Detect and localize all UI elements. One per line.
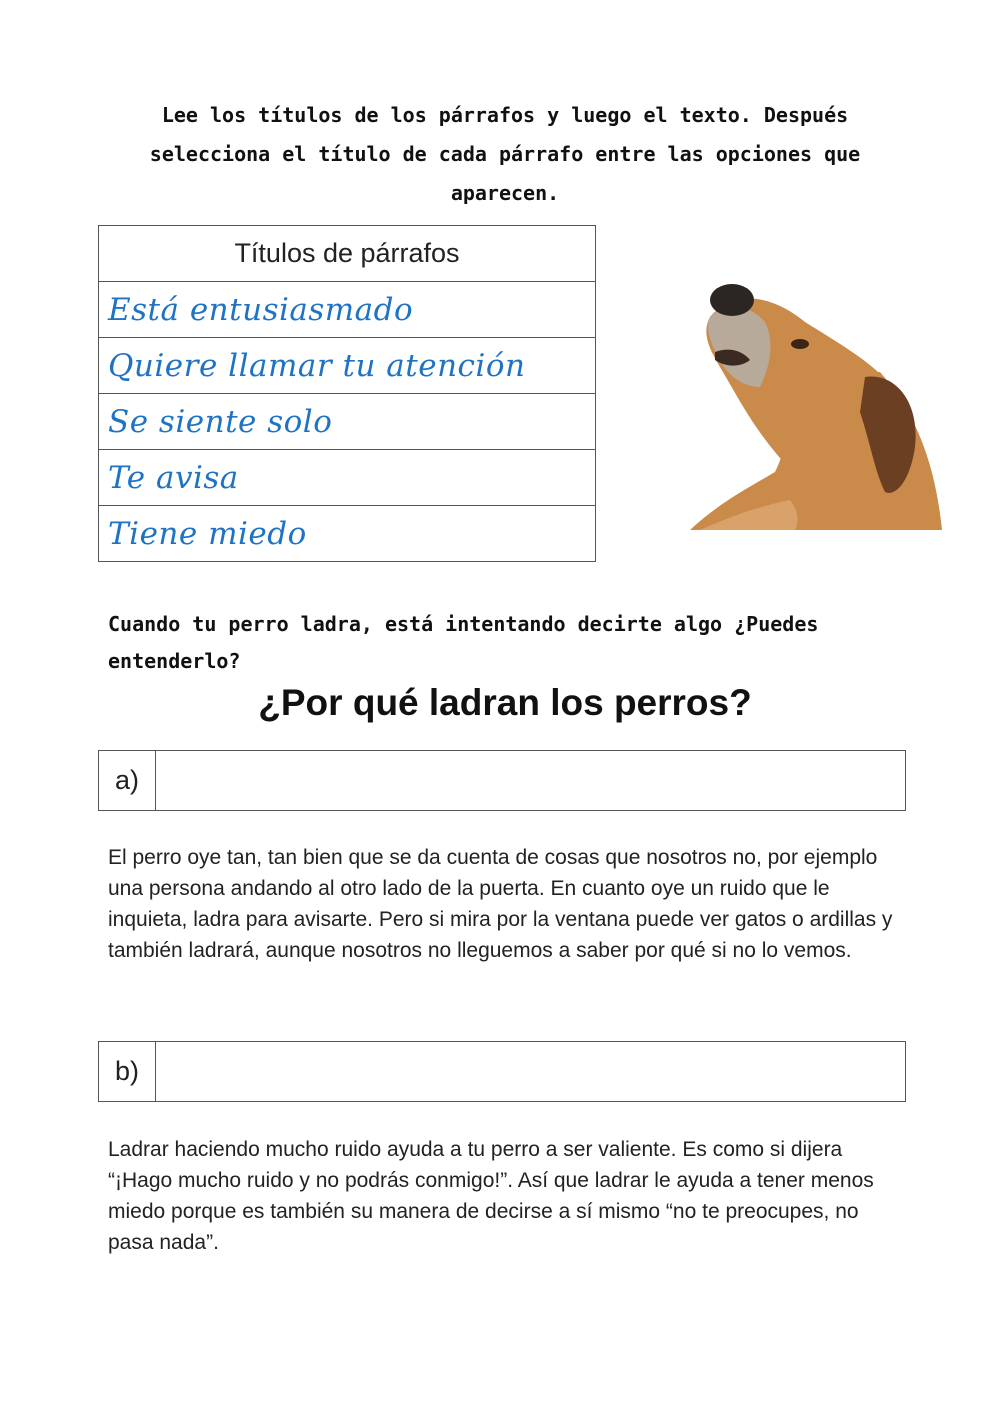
- instructions: Lee los títulos de los párrafos y luego el texto. Después selecciona el título de cada párrafo entre las opciones que aparecen.: [149, 103, 861, 205]
- howling-dog-image: [680, 272, 942, 534]
- page-title: ¿Por qué ladran los perros?: [258, 682, 752, 723]
- answer-label: a): [99, 751, 156, 810]
- title-option[interactable]: Quiere llamar tu atención: [99, 338, 596, 394]
- answer-box-b[interactable]: [98, 1041, 906, 1102]
- title-option[interactable]: Te avisa: [99, 450, 596, 506]
- titles-table-header: Títulos de párrafos: [99, 226, 596, 282]
- answer-box-a[interactable]: [98, 750, 906, 811]
- title-option[interactable]: Se siente solo: [99, 394, 596, 450]
- titles-table: [98, 225, 596, 562]
- answer-slot[interactable]: [156, 751, 905, 810]
- paragraph-b: Ladrar haciendo mucho ruido ayuda a tu perro a ser valiente. Es como si dijera “¡Hago mucho ruido y no podrás conmigo!”. Así que ladrar le ayuda a tener menos miedo porque es también su manera de decirse a sí mismo “no te preocupes, no pasa nada”.: [108, 1138, 874, 1254]
- answer-slot[interactable]: [156, 1042, 905, 1101]
- title-option[interactable]: Está entusiasmado: [99, 282, 596, 338]
- title-option[interactable]: Tiene miedo: [99, 506, 596, 562]
- answer-label: b): [99, 1042, 156, 1101]
- paragraph-a: El perro oye tan, tan bien que se da cuenta de cosas que nosotros no, por ejemplo una persona andando al otro lado de la puerta. En cuanto oye un ruido que le inquieta, ladra para avisarte. Pero si mira por la ventana puede ver gatos o ardillas y también ladrará, aunque nosotros no lleguemos a saber por qué si no lo vemos.: [108, 846, 893, 962]
- intro-text: Cuando tu perro ladra, está intentando decirte algo ¿Puedes entenderlo?: [108, 612, 819, 673]
